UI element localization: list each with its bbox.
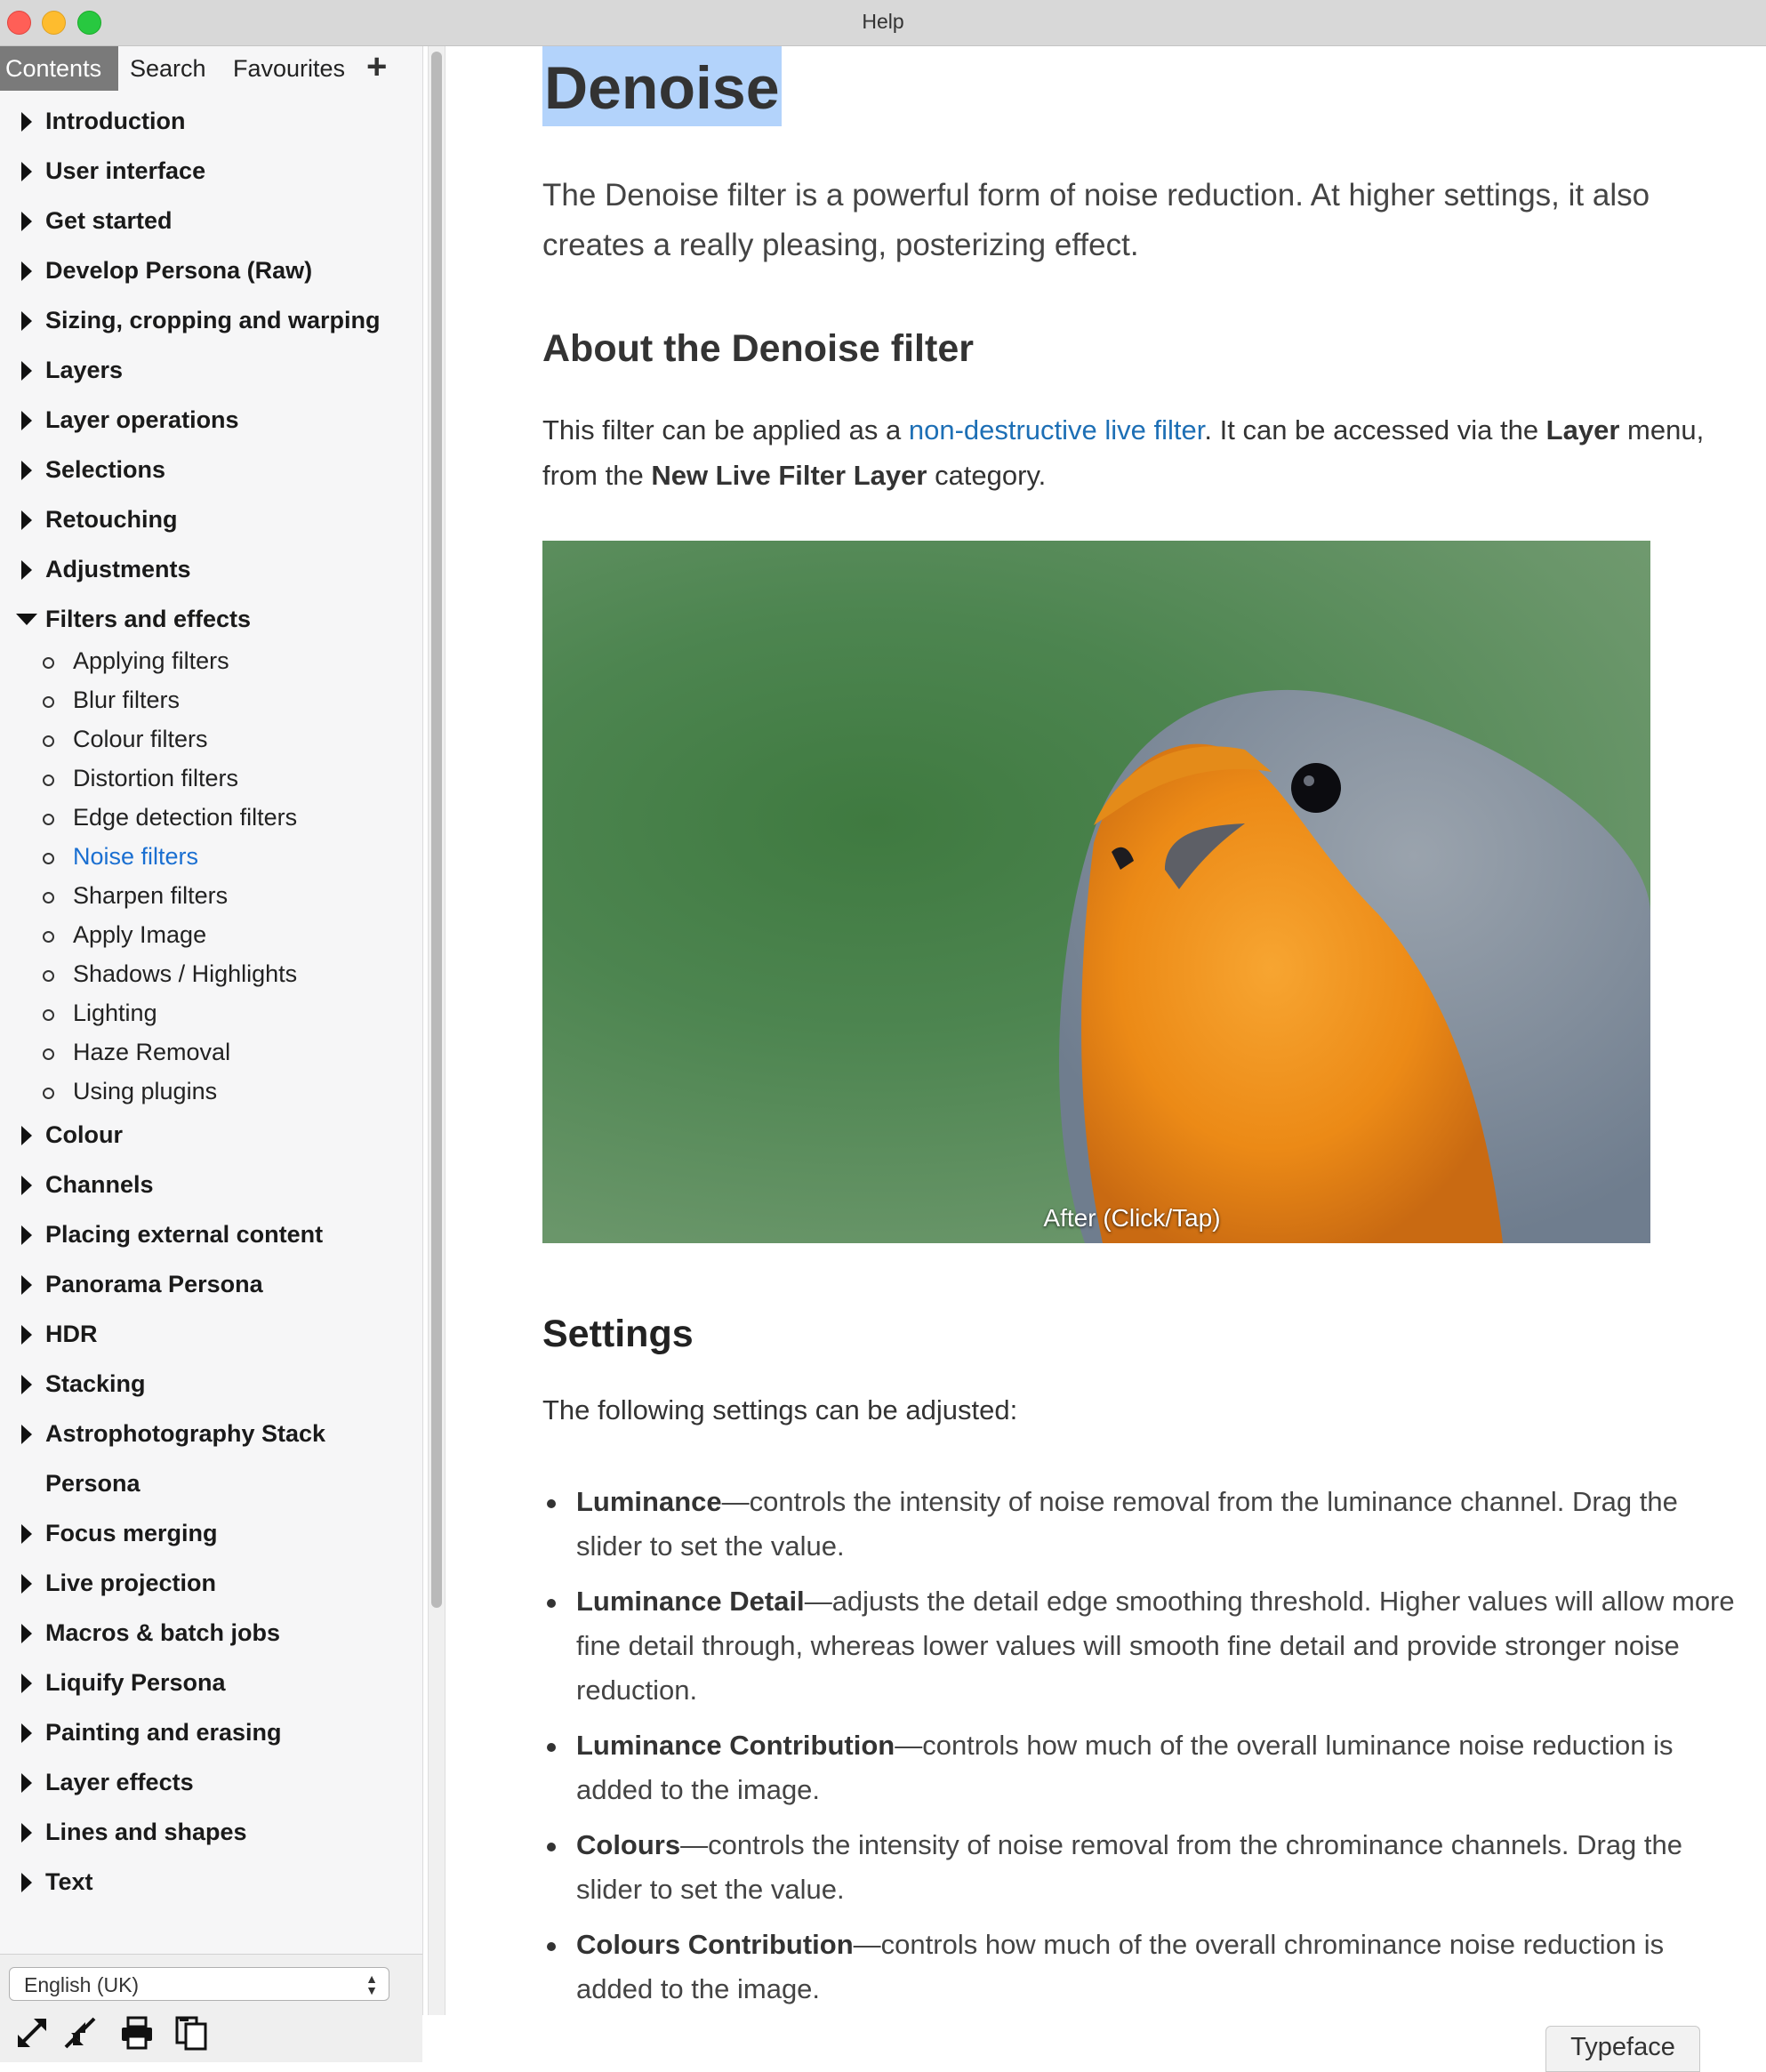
toc-label: Edge detection filters [73,804,298,831]
toc-label: Focus merging [45,1520,218,1546]
tab-search[interactable]: Search [130,55,206,82]
disclosure-right-icon[interactable] [21,1225,32,1245]
setting-description: —controls how much of the overall luminance noise reduction is added to the image. [576,1730,1674,1805]
disclosure-right-icon[interactable] [21,1873,32,1892]
toc-label: Channels [45,1171,154,1198]
disclosure-right-icon[interactable] [21,261,32,281]
disclosure-right-icon[interactable] [21,411,32,430]
toc-label: Painting and erasing [45,1719,282,1746]
toc-label: Introduction [45,108,186,134]
toc-label: Colour [45,1121,123,1148]
typeface-tab[interactable]: Typeface [1545,2026,1700,2072]
disclosure-right-icon[interactable] [21,1773,32,1793]
toc-label: Filters and effects [45,606,252,632]
toc-label: Shadows / Highlights [73,960,298,987]
disclosure-right-icon[interactable] [21,311,32,331]
language-select-value: English (UK) [24,1973,140,1996]
copy-icon[interactable] [174,2015,210,2051]
setting-item [542,1723,1743,1812]
disclosure-down-icon[interactable] [16,614,37,625]
toc-label: User interface [45,157,206,184]
disclosure-right-icon[interactable] [21,1275,32,1295]
toc-label: Selections [45,456,166,483]
toc-label: Applying filters [73,647,229,674]
sidebar-footer [0,1954,422,2062]
about-text-2: . It can be accessed via the [1204,414,1546,446]
setting-term: Luminance [576,1486,722,1517]
setting-term: Colours Contribution [576,1929,854,1960]
setting-item [542,1923,1743,2012]
disclosure-right-icon[interactable] [21,1524,32,1544]
circle-bullet-icon [43,892,54,903]
toc-label: Persona [45,1470,140,1497]
toc-label: Using plugins [73,1078,218,1104]
toc-label: Blur filters [73,687,181,713]
toc-label: Layer effects [45,1769,194,1795]
help-content [447,46,1766,2061]
disclosure-right-icon[interactable] [21,1425,32,1444]
setting-description: —controls how much of the overall chrominance noise reduction is added to the image. [576,1929,1665,2004]
about-heading: About the Denoise filter [542,327,974,370]
toc-label: Develop Persona (Raw) [45,257,313,284]
disclosure-right-icon[interactable] [21,1325,32,1345]
circle-bullet-icon [43,657,54,669]
disclosure-right-icon[interactable] [21,1674,32,1693]
disclosure-right-icon[interactable] [21,1375,32,1394]
disclosure-right-icon[interactable] [21,560,32,580]
toc-label: Lighting [73,1000,157,1026]
circle-bullet-icon [43,814,54,825]
disclosure-right-icon[interactable] [21,1176,32,1195]
settings-list [542,1480,1743,2022]
tab-favourites[interactable]: Favourites [233,55,346,82]
toc-label: Layers [45,357,124,383]
sidebar-scroll-thumb[interactable] [431,52,442,1608]
toc-label: Layer operations [45,406,239,433]
disclosure-right-icon[interactable] [21,461,32,480]
toc-label: Live projection [45,1570,217,1596]
toc-label: Distortion filters [73,765,239,791]
print-icon[interactable] [119,2015,155,2051]
toc-label: Astrophotography Stack [45,1420,326,1447]
about-text-3: menu, from the [542,414,1705,491]
setting-term: Luminance Detail [576,1586,805,1617]
setting-term: Colours [576,1829,681,1860]
setting-term: Luminance Contribution [576,1730,895,1761]
about-paragraph [542,407,1734,498]
updown-chevron-icon: ▲ ▼ [365,1972,378,1997]
toc-label: Sharpen filters [73,882,229,909]
new-live-filter-layer-term: New Live Filter Layer [651,460,927,491]
window-titlebar [0,0,1766,46]
setting-item [542,1823,1743,1912]
toc-label: Get started [45,207,173,234]
toc-label: Placing external content [45,1221,324,1248]
disclosure-right-icon[interactable] [21,361,32,381]
window-title: Help [862,10,904,33]
page-title: Denoise [542,46,782,126]
tab-contents[interactable]: Contents [0,46,118,91]
live-filter-link[interactable]: non-destructive live filter [908,414,1205,446]
setting-item [542,1480,1743,1569]
circle-bullet-icon [43,931,54,943]
circle-bullet-icon [43,696,54,708]
robin-photo [542,541,1650,1243]
disclosure-right-icon[interactable] [21,1126,32,1145]
about-text-4: category. [927,460,1047,491]
toc-label: Haze Removal [73,1039,231,1065]
toc-label: Adjustments [45,556,191,582]
circle-bullet-icon [43,775,54,786]
circle-bullet-icon [43,1088,54,1099]
setting-item [542,1579,1743,1713]
circle-bullet-icon [43,853,54,864]
help-sidebar [0,46,423,2015]
circle-bullet-icon [43,970,54,982]
toc-label: Stacking [45,1370,146,1397]
sidebar-tabs [0,46,422,91]
expand-all-icon[interactable] [14,2015,50,2051]
toc-label: Colour filters [73,726,208,752]
disclosure-right-icon[interactable] [21,1723,32,1743]
disclosure-right-icon[interactable] [21,212,32,231]
layer-menu-term: Layer [1545,414,1620,446]
intro-paragraph: The Denoise filter is a powerful form of noise reduction. At higher settings, it also creates a really pleasing, posterizing effect. [542,178,1650,262]
toc-label: Lines and shapes [45,1819,247,1845]
settings-heading: Settings [542,1313,694,1355]
toc-label: Liquify Persona [45,1669,226,1696]
disclosure-right-icon[interactable] [21,1624,32,1643]
toc-label: Noise filters [73,843,199,870]
disclosure-right-icon[interactable] [21,1574,32,1594]
setting-description: —adjusts the detail edge smoothing threshold. Higher values will allow more fine detail through, whereas lower values will smooth fine detail and provide stronger noise reduction. [576,1586,1735,1706]
toc-label: HDR [45,1321,98,1347]
circle-bullet-icon [43,735,54,747]
settings-intro: The following settings can be adjusted: [542,1394,1018,1426]
disclosure-right-icon[interactable] [21,1823,32,1843]
disclosure-right-icon[interactable] [21,112,32,132]
toc-label: Panorama Persona [45,1271,263,1297]
circle-bullet-icon [43,1048,54,1060]
about-text-1: This filter can be applied as a [542,414,909,446]
setting-description: —controls the intensity of noise removal from the luminance channel. Drag the slider to set the value. [576,1486,1678,1562]
toc-label: Text [45,1868,93,1895]
toc-label: Retouching [45,506,178,533]
before-after-image[interactable] [542,541,1650,1243]
disclosure-right-icon[interactable] [21,510,32,530]
toc-label: Sizing, cropping and warping [45,307,381,333]
disclosure-right-icon[interactable] [21,162,32,181]
circle-bullet-icon [43,1009,54,1021]
figure-caption: After (Click/Tap) [1043,1204,1221,1232]
setting-description: —controls the intensity of noise removal from the chrominance channels. Drag the slider to set the value. [576,1829,1683,1905]
collapse-all-icon[interactable] [62,2015,98,2051]
language-select[interactable] [9,1967,389,2001]
sidebar-scrollbar[interactable] [428,46,446,2015]
toc-label: Macros & batch jobs [45,1619,281,1646]
toc-label: Apply Image [73,921,207,948]
add-favourite-button[interactable]: + [366,47,388,86]
